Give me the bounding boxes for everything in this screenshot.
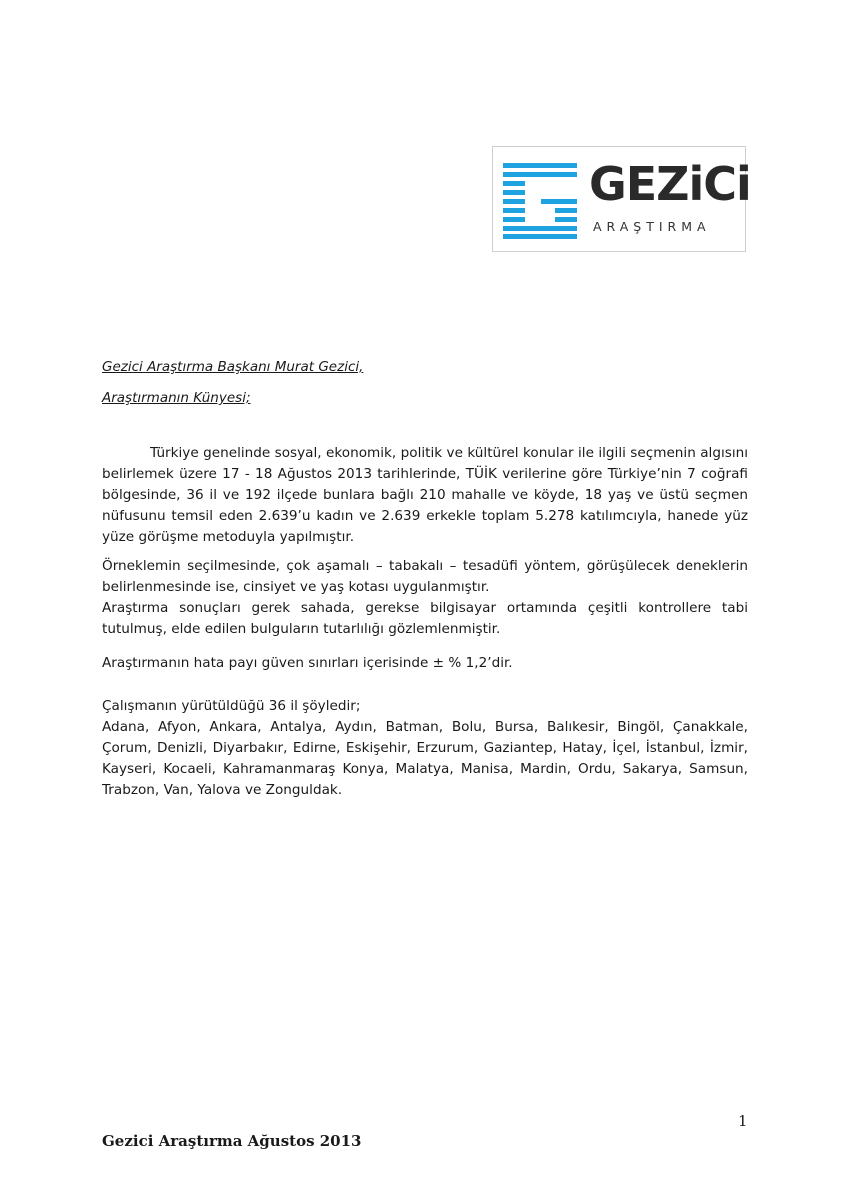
paragraph-controls: Araştırma sonuçları gerek sahada, gerekse bilgisayar ortamında çeşitli kontrollere tabi tutulmuş, elde edilen bulguların tutarlılığı gözlemlenmiştir. — [102, 600, 748, 637]
paragraph-methodology: Türkiye genelinde sosyal, ekonomik, politik ve kültürel konular ile ilgili seçmenin algısını belirlemek üzere 17 - 18 Ağustos 2013 tarihlerinde, TÜİK verilerine göre Türkiye’nin 7 coğrafi bölgesinde, 36 il ve 192 ilçede bunlara bağlı 210 mahalle ve köyde, 18 yaş ve üstü seçmen nüfusunu temsil eden 2.639’u kadın ve 2.639 erkekle toplam 5.278 katılımcıyla, hanede yüz yüze görüşme metoduyla yapılmıştır. — [102, 445, 748, 545]
paragraph-sampling: Örneklemin seçilmesinde, çok aşamalı – tabakalı – tesadüfi yöntem, görüşülecek deneklerin belirlenmesinde ise, cinsiyet ve yaş kotası uygulanmıştır. — [102, 558, 748, 595]
president-heading: Gezici Araştırma Başkanı Murat Gezici, — [102, 359, 364, 375]
logo-wordmark: GEZiCi — [589, 157, 751, 211]
logo-subtitle: ARAŞTIRMA — [593, 219, 711, 234]
company-logo — [492, 146, 751, 252]
page-footer: Gezici Araştırma Ağustos 2013 — [102, 1132, 362, 1150]
page-number: 1 — [738, 1112, 748, 1130]
paragraph-provinces-intro: Çalışmanın yürütüldüğü 36 il şöyledir; — [102, 698, 361, 714]
kunye-heading: Araştırmanın Künyesi; — [102, 390, 251, 406]
paragraph-margin-of-error: Araştırmanın hata payı güven sınırları içerisinde ± % 1,2’dir. — [102, 655, 513, 671]
paragraph-provinces-list: Adana, Afyon, Ankara, Antalya, Aydın, Batman, Bolu, Bursa, Balıkesir, Bingöl, Çanakkale, Çorum, Denizli, Diyarbakır, Edirne, Eskişehir, Erzurum, Gaziantep, Hatay, İçel, İstanbul, İzmir, Kayseri, Kocaeli, Kahramanmaraş Konya, Malatya, Manisa, Mardin, Ordu, Sakarya, Samsun, Trabzon, Van, Yalova ve Zonguldak. — [102, 719, 748, 798]
g-logo-icon — [503, 163, 577, 239]
